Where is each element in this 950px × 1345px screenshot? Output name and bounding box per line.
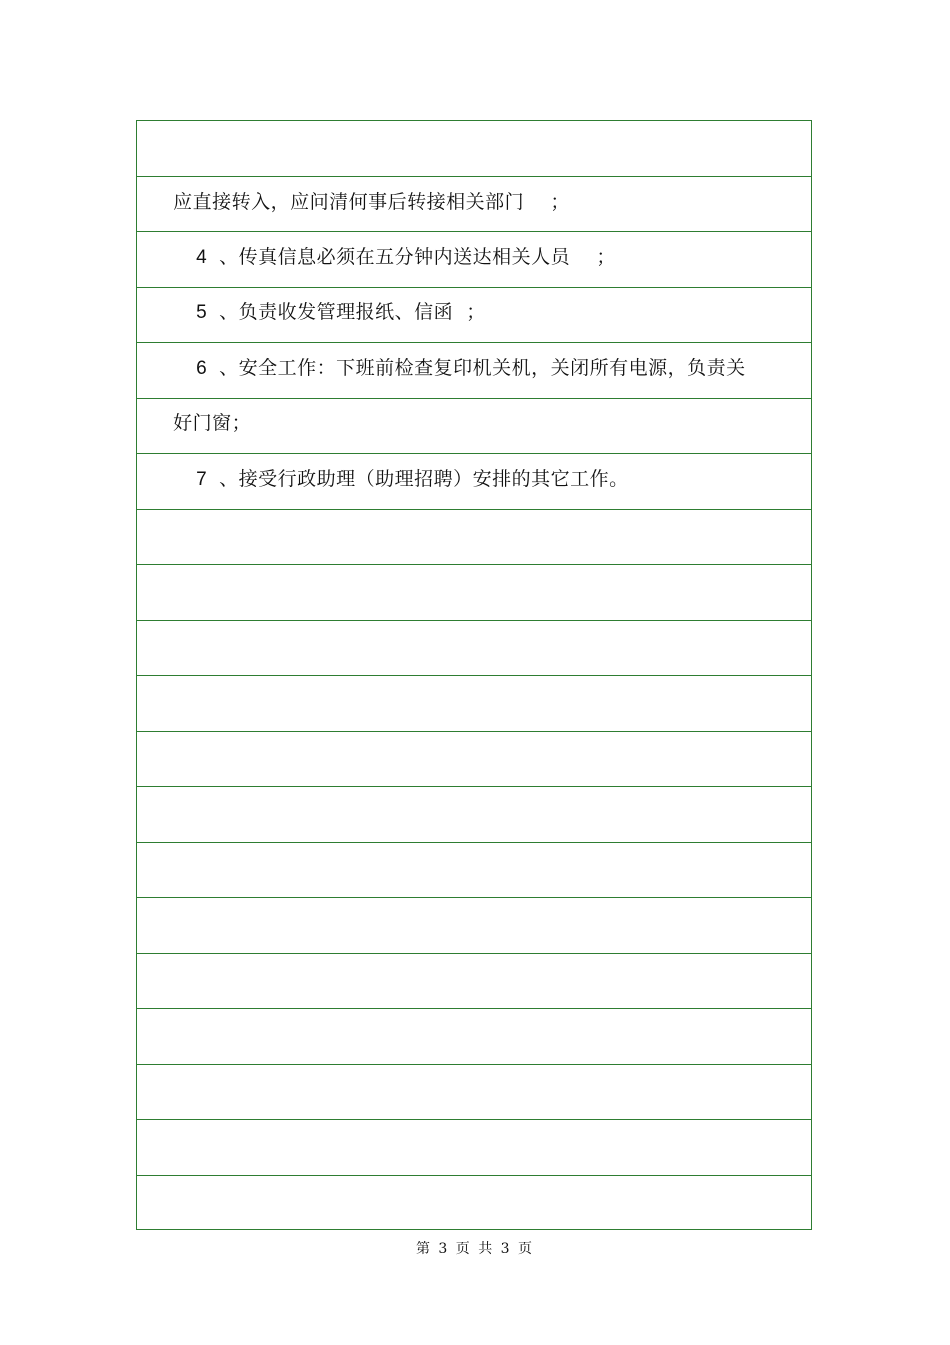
line-text: 、传真信息必须在五分钟内送达相关人员 ； — [219, 246, 616, 268]
item-number: 6 — [196, 358, 208, 379]
rule-line — [137, 1064, 811, 1065]
rule-line — [137, 1119, 811, 1120]
line-text: 、接受行政助理（助理招聘）安排的其它工作。 — [219, 468, 629, 490]
line-text: 好门窗； — [173, 412, 252, 434]
ruled-writing-area — [136, 120, 812, 1230]
rule-line — [137, 842, 811, 843]
rule-line — [137, 786, 811, 787]
text-line-4 — [147, 287, 746, 379]
rule-line — [137, 620, 811, 621]
text-line-3 — [147, 231, 486, 323]
rule-line — [137, 509, 811, 510]
text-line-5 — [147, 342, 252, 434]
rule-line — [137, 1175, 811, 1176]
item-number: 5 — [196, 302, 208, 323]
page-footer: 第 3 页 共 3 页 — [415, 1241, 535, 1257]
text-line-2 — [147, 176, 616, 268]
item-number: 7 — [196, 469, 208, 490]
line-text: 应直接转入，应问清何事后转接相关部门 ； — [173, 191, 570, 213]
line-text: 、负责收发管理报纸、信函 ； — [219, 301, 486, 323]
rule-line — [137, 731, 811, 732]
line-text: 、安全工作：下班前检查复印机关机，关闭所有电源，负责关 — [219, 357, 746, 379]
rule-line — [137, 564, 811, 565]
text-line-6 — [147, 398, 629, 490]
text-line-1 — [147, 121, 570, 213]
item-number: 4 — [196, 247, 208, 268]
rule-line — [137, 953, 811, 954]
rule-line — [137, 1008, 811, 1009]
rule-line — [137, 675, 811, 676]
rule-line — [137, 897, 811, 898]
